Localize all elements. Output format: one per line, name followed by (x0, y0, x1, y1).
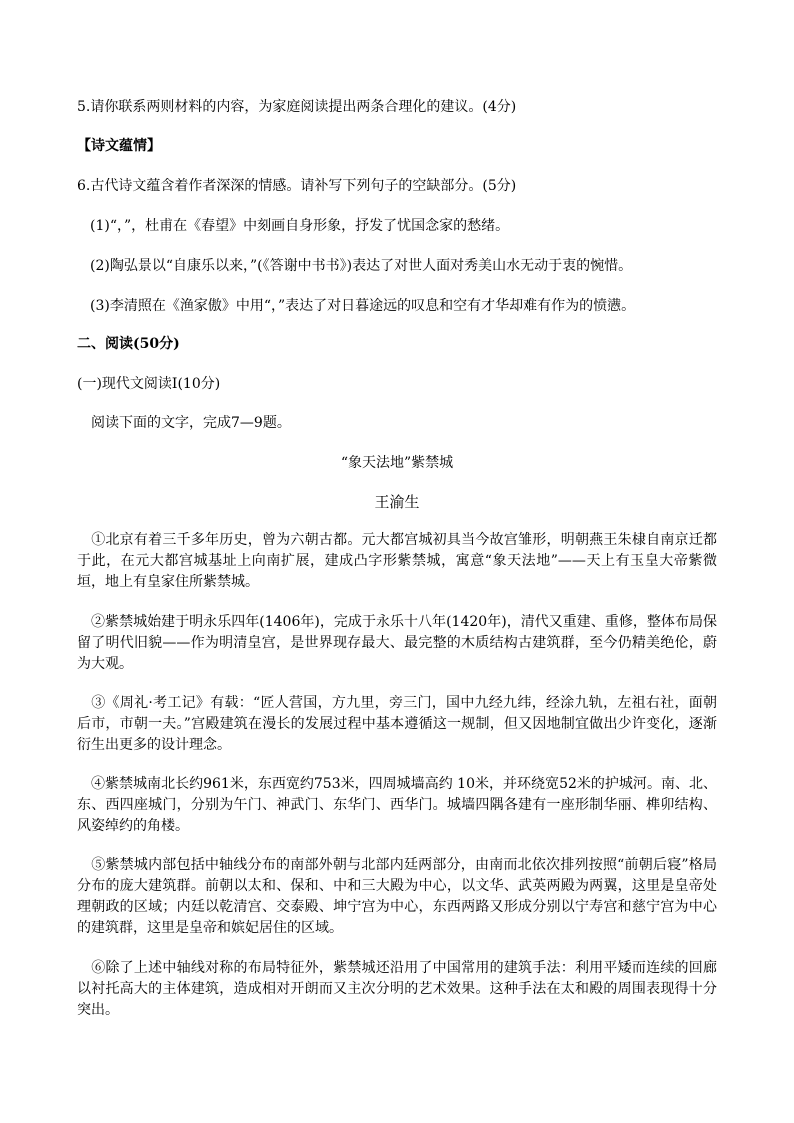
subsection-heading-modern-reading: (一)现代文阅读Ⅰ(10分) (77, 376, 221, 392)
article-paragraph-2: ②紫禁城始建于明永乐四年(1406年)，完成于永乐十八年(1420年)，清代又重建、重修，整体布局保留了明代旧貌——作为明清皇宫，是世界现存最大、最完整的木质结构古建筑群，至今仍精美绝伦，蔚为大观。 (77, 614, 717, 672)
question-6-part-2: (2)陶弘景以“自康乐以来，”(《答谢中书书》)表达了对世人面对秀美山水无动于衷的惋惜。 (90, 258, 633, 274)
section-heading-poetry: 【诗文蕴情】 (77, 138, 161, 154)
article-title: “象天法地”紫禁城 (340, 455, 454, 471)
reading-instruction: 阅读下面的文字，完成7—9题。 (91, 415, 291, 431)
question-6: 6.古代诗文蕴含着作者深深的情感。请补写下列句子的空缺部分。(5分) (77, 178, 517, 194)
article-paragraph-3: ③《周礼·考工记》有载：“匠人营国，方九里，旁三门，国中九经九纬，经涂九轨，左祖右社，面朝后市，市朝一夫。”宫殿建筑在漫长的发展过程中基本遵循这一规制，但又因地制宜做出少许变化，逐渐衍生出更多的设计理念。 (77, 695, 717, 753)
question-6-part-1: (1)“，”，杜甫在《春望》中刻画自身形象，抒发了忧国念家的愁绪。 (90, 218, 510, 234)
question-5: 5.请你联系两则材料的内容，为家庭阅读提出两条合理化的建议。(4分) (77, 99, 517, 115)
article-paragraph-1: ①北京有着三千多年历史，曾为六朝古都。元大都宫城初具当今故宫雏形，明朝燕王朱棣自南京迁都于此，在元大都宫城基址上向南扩展，建成凸字形紫禁城，寓意“象天法地”——天上有玉皇大帝紫微垣，地上有皇家住所紫禁城。 (77, 532, 717, 590)
question-6-part-3: (3)李清照在《渔家傲》中用“，”表达了对日暮途远的叹息和空有才华却难有作为的愤懑。 (90, 298, 636, 314)
article-paragraph-6: ⑥除了上述中轴线对称的布局特征外，紫禁城还沿用了中国常用的建筑手法：利用平矮而连续的回廊以衬托高大的主体建筑，造成相对开朗而又主次分明的艺术效果。这种手法在太和殿的周围表现得十分突出。 (77, 960, 717, 1018)
article-author: 王渝生 (374, 493, 420, 511)
article-paragraph-5: ⑤紫禁城内部包括中轴线分布的南部外朝与北部内廷两部分，由南而北依次排列按照“前朝后寝”格局分布的庞大建筑群。前朝以太和、保和、中和三大殿为中心，以文华、武英两殿为两翼，这里是皇帝处理朝政的区域；内廷以乾清宫、交泰殿、坤宁宫为中心，东西两路又形成分别以宁寿宫和慈宁宫为中心的建筑群，这里是皇帝和嫔妃居住的区域。 (77, 857, 717, 936)
section-heading-reading: 二、阅读(50分) (77, 336, 180, 352)
article-paragraph-4: ④紫禁城南北长约961米，东西宽约753米，四周城墙高约 10米，并环绕宽52米的护城河。南、北、东、西四座城门，分别为午门、神武门、东华门、西华门。城墙四隅各建有一座形制华丽、榫卯结构、风姿绰约的角楼。 (77, 776, 717, 834)
